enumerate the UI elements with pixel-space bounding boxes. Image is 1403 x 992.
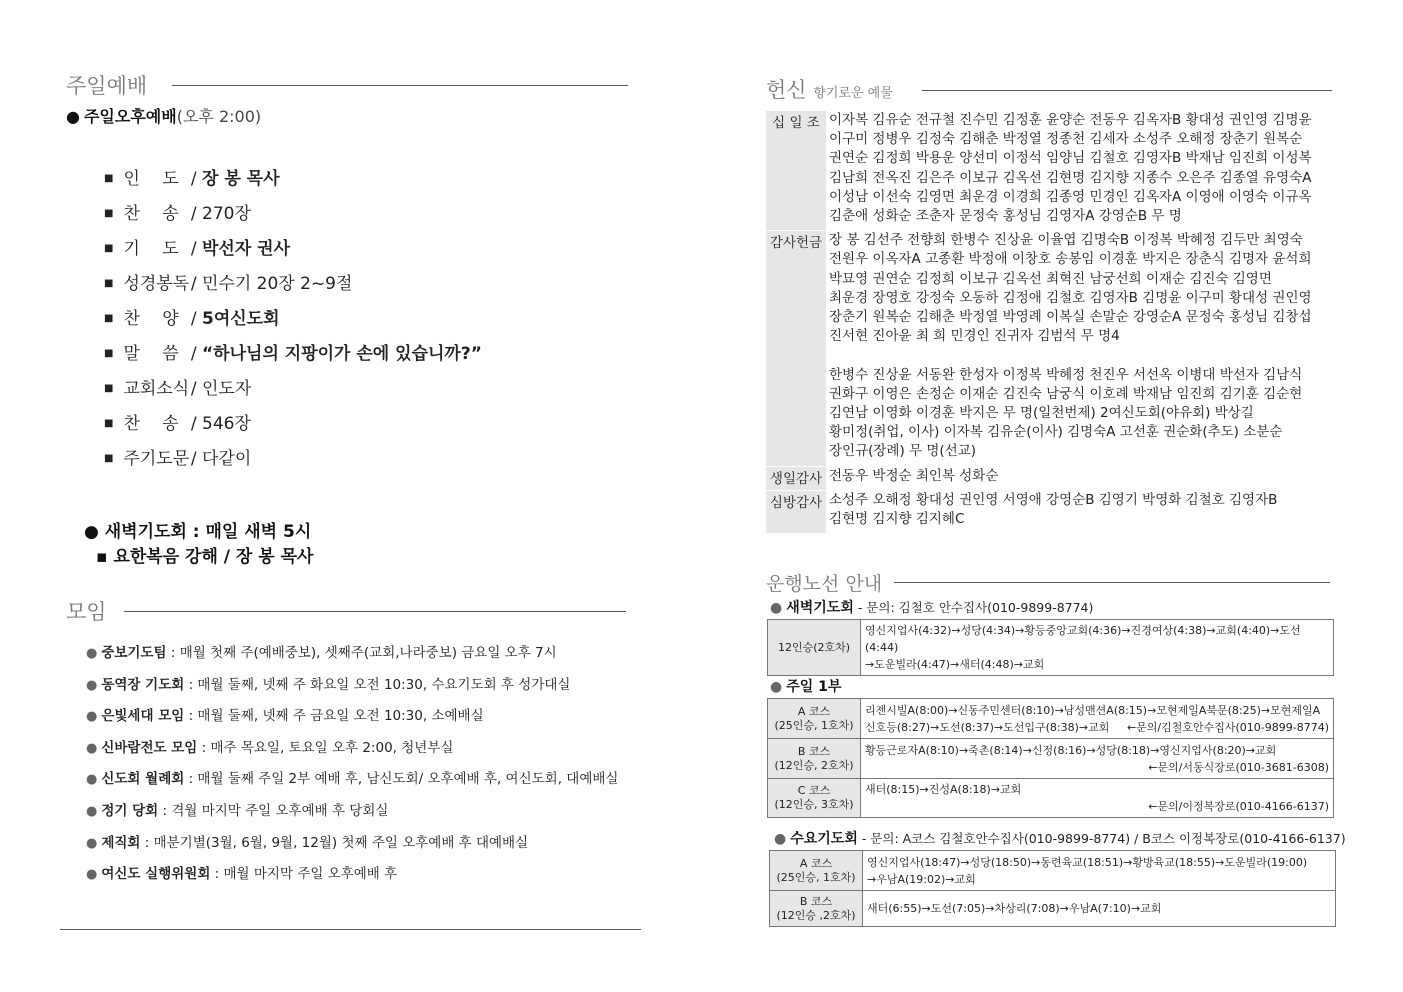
offering-name-line (829, 346, 1344, 365)
order-item-value: 인도자 (202, 379, 252, 399)
order-item-value: 546장 (202, 414, 251, 434)
offering-name-line: 최운경 장영호 강정숙 오동하 김정애 김철호 김영자B 김명윤 이구미 황대성 권인영 (829, 289, 1312, 306)
offering-name-line: 전동우 박정순 최인복 성화순 (829, 467, 999, 484)
route-path-cell (861, 779, 1334, 818)
meeting-item (86, 831, 528, 851)
order-item-value: 270장 (202, 204, 251, 224)
offering-name-line: 김남희 전옥진 김은주 이보규 김옥선 김현명 김지향 지종수 오은주 김종열 유영숙A (829, 169, 1312, 186)
meeting-name: 정기 당회 (101, 803, 159, 819)
order-item-value: “하나님의 지팡이가 손에 있습니까?” (202, 344, 482, 364)
order-separator: / (185, 414, 202, 434)
route-course-name: 12인승(2호차) (768, 620, 861, 676)
route-path: 영신지업사(4:32)→성당(4:34)→황등중앙교회(4:36)→진경여상(4:38)→교회(4:40)→도선(4:44) →도운빌라(4:47)→새터(4:48)→교회 (865, 624, 1301, 671)
order-item-value: 박선자 권사 (202, 239, 291, 259)
route-path: 영신지업사(18:47)→성당(18:50)→동련육교(18:51)→황방육교(18:55)→도운빌라(19:00) →우남A(19:02)→교회 (867, 855, 1308, 886)
offering-name-line: 권연순 김정희 박용운 양선미 이정석 임양님 김철호 김영자B 박재남 임진희 이성복 (829, 150, 1312, 167)
bullet-icon: ● (66, 107, 80, 126)
meeting-name: 신도회 월례회 (101, 771, 185, 788)
offering-subtitle: 향기로운 예물 (813, 86, 893, 101)
meeting-item (86, 767, 618, 787)
order-item (104, 304, 280, 329)
offering-name-line: 한병수 진상윤 서동완 한성자 이정복 박혜정 천진우 서선옥 이병대 박선자 김남식 (829, 366, 1303, 383)
order-item-value: 5여신도회 (202, 309, 280, 329)
bullet-icon: ● (86, 867, 98, 883)
bullet-icon: ● (770, 679, 783, 695)
afternoon-service-title: 주일오후예배 (83, 107, 177, 126)
square-bullet-icon: ■ (104, 278, 114, 289)
offering-name-line: 장인규(장례) 무 명(선교) (829, 443, 977, 460)
meeting-title-rule (124, 611, 626, 612)
order-item (104, 339, 482, 364)
offering-section-title (766, 74, 893, 104)
route-row (768, 620, 1334, 676)
square-bullet-icon: ■ (104, 383, 114, 394)
order-item-label: 찬 양 (123, 309, 179, 329)
order-item-label: 성경봉독 (123, 274, 190, 294)
square-bullet-icon: ■ (104, 418, 114, 429)
order-item (104, 164, 280, 189)
route-contact-note: ←문의/이정복장로(010-4166-6137) (1148, 800, 1329, 813)
meeting-name: 신바람전도 모임 (101, 739, 198, 756)
order-item-label: 찬 송 (123, 204, 179, 224)
order-item (104, 409, 251, 434)
meeting-item (86, 704, 484, 724)
order-item (104, 374, 251, 399)
meeting-section-title: 모임 (66, 600, 107, 624)
sunday-route-title: 주일 1부 (786, 679, 842, 695)
route-course-name: A 코스 (25인승, 1호차) (768, 699, 861, 739)
order-item-value: 장 봉 목사 (202, 169, 280, 189)
meeting-name: 은빛세대 모임 (101, 708, 185, 725)
route-path-cell (863, 851, 1336, 891)
bullet-icon: ● (86, 646, 98, 661)
square-bullet-icon: ■ (104, 453, 114, 464)
wed-route-contact: - 문의: A코스 김철호안수집사(010-9899-8774) / B코스 이정복장로(010-4166-6137) (857, 831, 1346, 846)
square-bullet-icon: ■ (104, 208, 114, 219)
route-path-cell (861, 620, 1334, 676)
offering-name-line: 황미정(취업, 이사) 이자복 김유순(이사) 김명숙A 고선훈 권순화(추도) 소분순 (829, 424, 1283, 441)
bullet-icon: ● (770, 600, 783, 616)
order-separator: / (185, 344, 202, 364)
order-separator: / (185, 274, 202, 294)
meeting-desc: : 매월 둘째, 넷째 주 화요일 오전 10:30, 수요기도회 후 성가대실 (184, 676, 571, 693)
offering-title-rule (922, 90, 1332, 91)
offering-names (829, 467, 1344, 486)
offering-name-line: 권화구 이영은 손정순 이재순 김진숙 남궁식 이호례 박재남 임진희 김기훈 김순현 (829, 385, 1303, 402)
meeting-item (86, 673, 570, 693)
order-item-label: 기 도 (123, 239, 179, 259)
order-separator: / (185, 169, 202, 189)
worship-section-title: 주일예배 (66, 74, 148, 98)
route-row (770, 851, 1336, 891)
worship-title-rule (172, 85, 628, 86)
offering-name-line: 소성주 오해정 황대성 권인영 서영애 강영순B 김영기 박영화 김철호 김영자B (829, 491, 1278, 508)
meeting-desc: : 매주 목요일, 토요일 오후 2:00, 청년부실 (197, 739, 454, 756)
route-course-name: B 코스 (12인승, 2호차) (768, 739, 861, 779)
meeting-desc: : 매분기별(3월, 6월, 9월, 12월) 첫째 주일 오후예배 후 대예배실 (140, 834, 529, 851)
meeting-desc: : 격월 마지막 주일 오후예배 후 당회실 (158, 803, 389, 819)
route-path-cell (861, 699, 1334, 739)
square-bullet-icon: ■ (104, 243, 114, 254)
bullet-icon: ● (86, 804, 98, 819)
square-bullet-icon: ■ (104, 173, 114, 184)
offering-name-line: 이자복 김유순 전규철 진수민 김정훈 윤양순 전동우 김옥자B 황대성 권인영 김명윤 (829, 112, 1312, 128)
route-title-rule (894, 582, 1330, 583)
meeting-desc: : 매월 둘째 주일 2부 예배 후, 남신도회/ 오후예배 후, 여신도회, 대예배실 (184, 771, 619, 788)
order-item (104, 269, 352, 294)
bullet-icon: ● (86, 677, 98, 693)
bullet-icon: ● (774, 831, 787, 847)
meeting-desc: : 매월 첫째 주(예배중보), 셋째주(교회,나라중보) 금요일 오후 7시 (166, 645, 557, 661)
offering-name-line: 김연남 이영화 이경훈 박지은 무 명(일천번제) 2여신도회(야유회) 박상길 (829, 404, 1254, 421)
order-item-value: 다같이 (202, 449, 252, 469)
order-item-label: 인 도 (123, 169, 179, 189)
offering-name-line: 이구미 정병우 김정숙 김해춘 박정열 정종천 김세자 소성주 오해정 장춘기 원복순 (829, 131, 1303, 148)
meeting-item (86, 641, 557, 661)
order-separator: / (185, 379, 202, 399)
order-separator: / (185, 204, 202, 224)
order-separator: / (185, 309, 202, 329)
offering-category-label: 생일감사 (766, 467, 826, 490)
wed-route-table (769, 850, 1336, 927)
order-separator: / (185, 449, 202, 469)
route-path: 새터(6:55)→도선(7:05)→차상리(7:08)→우남A(7:10)→교회 (867, 902, 1162, 915)
order-item (104, 234, 290, 259)
offering-category-label: 감사헌금 (766, 231, 826, 465)
bullet-icon: ● (86, 740, 98, 756)
order-item-label: 말 씀 (123, 344, 179, 364)
left-bottom-rule (60, 929, 641, 930)
route-row (768, 739, 1334, 779)
meeting-name: 제직회 (101, 834, 141, 851)
order-separator: / (185, 239, 202, 259)
offering-name-line: 장춘기 원복순 김해춘 박정열 박영례 이복실 손말순 강영순A 문정숙 홍성님 김창섭 (829, 308, 1312, 325)
wed-route-title: 수요기도회 (790, 831, 858, 847)
offering-name-line: 이성남 이선숙 김영면 최운경 이경희 김종영 민경인 김옥자A 이영애 이영숙 이규옥 (829, 188, 1312, 205)
route-row (770, 891, 1336, 927)
route-path: 리젠시빌A(8:00)→신동주민센터(8:10)→남성맨션A(8:15)→모현제일A북문(8:25)→모현제일A 신호등(8:27)→도선(8:37)→도선입구(8:38)→교회 (865, 703, 1321, 734)
route-path: 황등근로자A(8:10)→죽촌(8:14)→신정(8:16)→성당(8:18)→영신지업사(8:20)→교회 (865, 743, 1277, 757)
meeting-name: 중보기도팀 (101, 645, 167, 661)
offering-names (829, 491, 1344, 529)
route-path: 새터(8:15)→진성A(8:18)→교회 (865, 783, 1022, 796)
offering-name-line: 장 봉 김선주 전향희 한병수 진상윤 이율엽 김명숙B 이정복 박혜정 김두만 최영숙 (829, 232, 1303, 249)
order-item (104, 199, 251, 224)
meeting-desc: : 매월 마지막 주일 오후예배 후 (210, 866, 398, 883)
offering-name-line: 전원우 이옥자A 고종환 박정애 이창호 송봉임 이경훈 박지은 장춘식 김명자 윤석희 (829, 251, 1312, 268)
meeting-name: 여신도 실행위원회 (101, 866, 211, 883)
offering-title: 헌신 (766, 78, 807, 102)
route-path-cell (861, 739, 1334, 779)
offering-name-line: 김현명 김지향 김지혜C (829, 510, 965, 527)
offering-category-label: 심방감사 (766, 491, 826, 533)
bullet-icon: ● (86, 709, 98, 725)
dawn-route-heading (770, 597, 1093, 617)
meeting-desc: : 매월 둘째, 넷째 주 금요일 오전 10:30, 소예배실 (184, 708, 484, 725)
offering-names (829, 231, 1344, 461)
dawn-route-title: 새벽기도회 (786, 600, 854, 616)
offering-names (829, 111, 1344, 226)
square-bullet-icon: ■ (104, 313, 114, 324)
meeting-name: 동역장 기도회 (101, 676, 185, 693)
route-row (768, 779, 1334, 818)
order-item-label: 주기도문 (123, 449, 190, 469)
dawn-prayer-heading: ● 새벽기도회 : 매일 새벽 5시 (84, 522, 312, 542)
order-item-label: 찬 송 (123, 414, 179, 434)
order-item (104, 444, 251, 469)
dawn-route-contact: - 문의: 김철호 안수집사(010-9899-8774) (853, 600, 1094, 615)
square-bullet-icon: ■ (104, 348, 114, 359)
route-row (768, 699, 1334, 739)
afternoon-service-heading (66, 104, 261, 127)
offering-name-line: 진서현 진아윤 최 희 민경인 진귀자 김범석 무 명4 (829, 328, 1120, 345)
sunday-route-table (767, 698, 1334, 818)
order-item-value: 민수기 20장 2~9절 (202, 274, 353, 294)
meeting-item (86, 736, 453, 756)
route-course-name: C 코스 (12인승, 3호차) (768, 779, 861, 818)
offering-name-line: 박묘영 권연순 김정희 이보규 김옥선 최혁진 남궁선희 이재순 김진숙 김영면 (829, 270, 1272, 287)
sunday-route-heading (770, 676, 841, 696)
route-path-cell (863, 891, 1336, 927)
route-course-name: A 코스 (25인승, 1호차) (770, 851, 863, 891)
route-contact-note: ←문의/김철호안수집사(010-9899-8774) (1126, 720, 1329, 734)
meeting-item (86, 862, 397, 882)
route-section-title: 운행노선 안내 (766, 573, 883, 595)
offering-name-line: 김춘애 성화순 조춘자 문정숙 홍성님 김영자A 강영순B 무 명 (829, 207, 1182, 224)
wed-route-heading (774, 828, 1346, 848)
bullet-icon: ● (86, 835, 98, 851)
bullet-icon: ● (86, 772, 98, 788)
dawn-prayer-sub: ▪ 요한복음 강해 / 장 봉 목사 (96, 547, 314, 567)
afternoon-service-time: (오후 2:00) (176, 107, 262, 126)
offering-category-label: 십 일 조 (766, 111, 826, 230)
route-course-name: B 코스 (12인승 ,2호차) (770, 891, 863, 927)
dawn-route-table (767, 619, 1334, 676)
meeting-item (86, 799, 388, 819)
order-item-label: 교회소식 (123, 379, 190, 399)
route-contact-note: ←문의/서동식장로(010-3681-6308) (1148, 760, 1329, 774)
